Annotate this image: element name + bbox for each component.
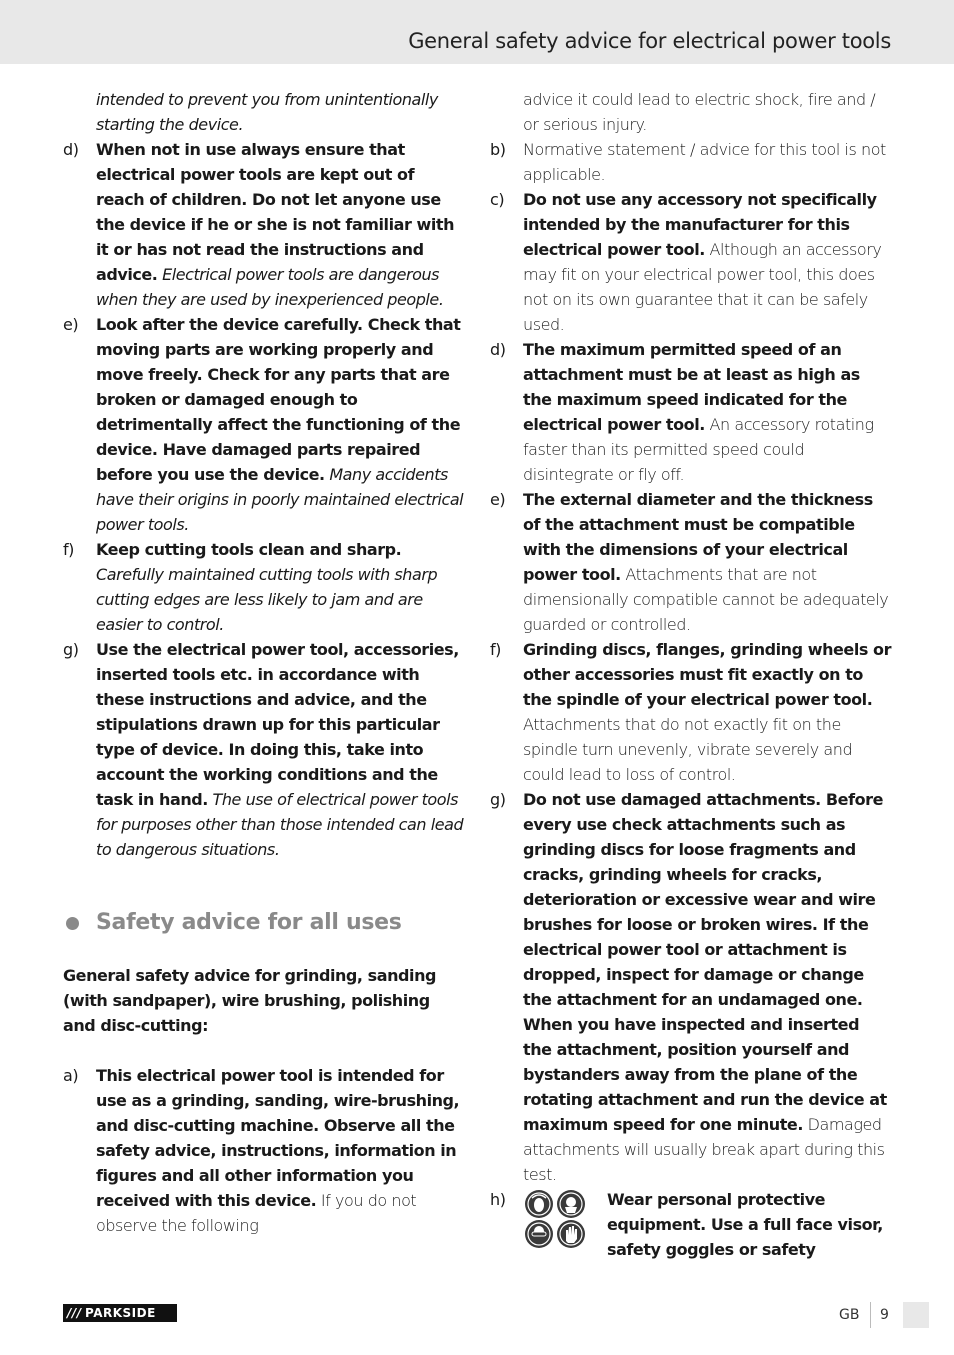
item-explanation: If you do not observe the following [96,1191,417,1235]
item-letter: g) [63,640,79,659]
footer-divider [870,1302,871,1328]
item-explanation: The use of electrical power tools for purposes other than those intended can lead to dangerous situations. [96,790,464,859]
page-header [0,0,954,64]
list-item [490,137,892,187]
item-letter: e) [490,490,506,509]
list-item [490,787,892,1187]
list-item [63,537,465,637]
item-letter: c) [490,190,505,209]
item-explanation: Attachments that are not dimensionally compatible cannot be adequately guarded or controlled. [523,565,889,634]
item-letter: a) [63,1066,79,1085]
dust-mask-icon [557,1190,585,1218]
item-bold-text: The external diameter and the thickness of the attachment must be compatible with the dimensions of your electrical power tool. [523,490,873,584]
item-explanation: Many accidents have their origins in poorly maintained electrical power tools. [96,465,464,534]
item-text: Normative statement / advice for this tool is not applicable. [523,140,886,184]
list-item [490,637,892,787]
item-bold-text: Look after the device carefully. Check that moving parts are working properly and move freely. Check for any parts that are broken or damaged enough to detrimentally affect the functioning of the device. Have damaged parts repaired before you use the device. [96,315,461,484]
item-letter: e) [63,315,79,334]
country-code: GB [839,1307,860,1323]
list-item [490,487,892,637]
item-explanation: Although an accessory may fit on your electrical power tool, this does not on its own guarantee that it can be safely used. [523,240,882,334]
section-intro: General safety advice for grinding, sanding (with sandpaper), wire brushing, polishing and disc-cutting: [63,966,437,1035]
item-bold-text: Do not use damaged attachments. Before every use check attachments such as grinding discs for loose fragments and cracks, grinding wheels for cracks, deterioration or excessive wear and wire brushes for loose or broken wires. If the electrical power tool or attachment is dropped, inspect for damage or change the attachment for an undamaged one. When you have inspected and inserted the attachment, position yourself and bystanders away from the plane of the rotating attachment and run the device at maximum speed for one minute. [523,790,887,1134]
ear-protection-icon [525,1190,553,1218]
list-item [63,637,465,862]
list-item [490,187,892,337]
list-item [490,1187,892,1262]
item-explanation: Carefully maintained cutting tools with sharp cutting edges are less likely to jam and are easier to control. [96,565,438,634]
page-number: 9 [880,1307,889,1323]
brand-logo: /// PARKSIDE [63,1304,177,1322]
item-bold-text: The maximum permitted speed of an attachment must be at least as high as the maximum speed indicated for the electrical power tool. [523,340,860,434]
ppe-icons [523,1189,587,1249]
item-bold-text: Use the electrical power tool, accessories, inserted tools etc. in accordance with these instructions and advice, and the stipulations drawn up for this particular type of device. In doing this, take into account the working conditions and the task in hand. [96,640,459,809]
item-letter: b) [490,140,506,159]
footer-tab [903,1302,929,1328]
list-item [490,337,892,487]
list-item [63,137,465,312]
list-item [63,1063,465,1238]
list-item [63,312,465,537]
item-bold-text: Wear personal protective equipment. Use a full face visor, safety goggles or safety [607,1190,883,1259]
item-letter: f) [63,540,74,559]
item-bold-text: When not in use always ensure that electrical power tools are kept out of reach of children. Do not let anyone use the device if he or she is not familiar with it or has not read the instructions and advice. [96,140,455,284]
continued-text: advice it could lead to electric shock, fire and / or serious injury. [523,90,876,134]
right-column [490,87,892,1262]
item-letter: f) [490,640,501,659]
safety-goggles-icon [525,1220,553,1248]
item-bold-text: Do not use any accessory not specifically intended by the manufacturer for this electrical power tool. [523,190,877,259]
gloves-icon [557,1220,585,1248]
item-explanation: An accessory rotating faster than its permitted speed could disintegrate or fly off. [523,415,874,484]
item-letter: d) [63,140,79,159]
item-explanation: Electrical power tools are dangerous when they are used by inexperienced people. [96,265,444,309]
item-explanation: Attachments that do not exactly fit on the spindle turn unevenly, vibrate severely and could lead to loss of control. [523,715,853,784]
item-bold-text: Grinding discs, flanges, grinding wheels or other accessories must fit exactly on to the spindle of your electrical power tool. [523,640,892,709]
page-title: General safety advice for electrical power tools [408,29,891,53]
item-letter: d) [490,340,506,359]
continued-text: intended to prevent you from unintentionally starting the device. [96,90,438,134]
item-bold-text: Keep cutting tools clean and sharp. [96,540,402,559]
item-bold-text: This electrical power tool is intended for use as a grinding, sanding, wire-brushing, and disc-cutting machine. Observe all the safety advice, instructions, information in figures and all other information you received with this device. [96,1066,460,1210]
item-explanation: Damaged attachments will usually break apart during this test. [523,1115,885,1184]
section-heading: Safety advice for all uses [63,908,465,938]
bullet-icon [66,917,79,930]
item-letter: g) [490,790,506,809]
left-column [63,87,465,1238]
item-letter: h) [490,1190,506,1209]
